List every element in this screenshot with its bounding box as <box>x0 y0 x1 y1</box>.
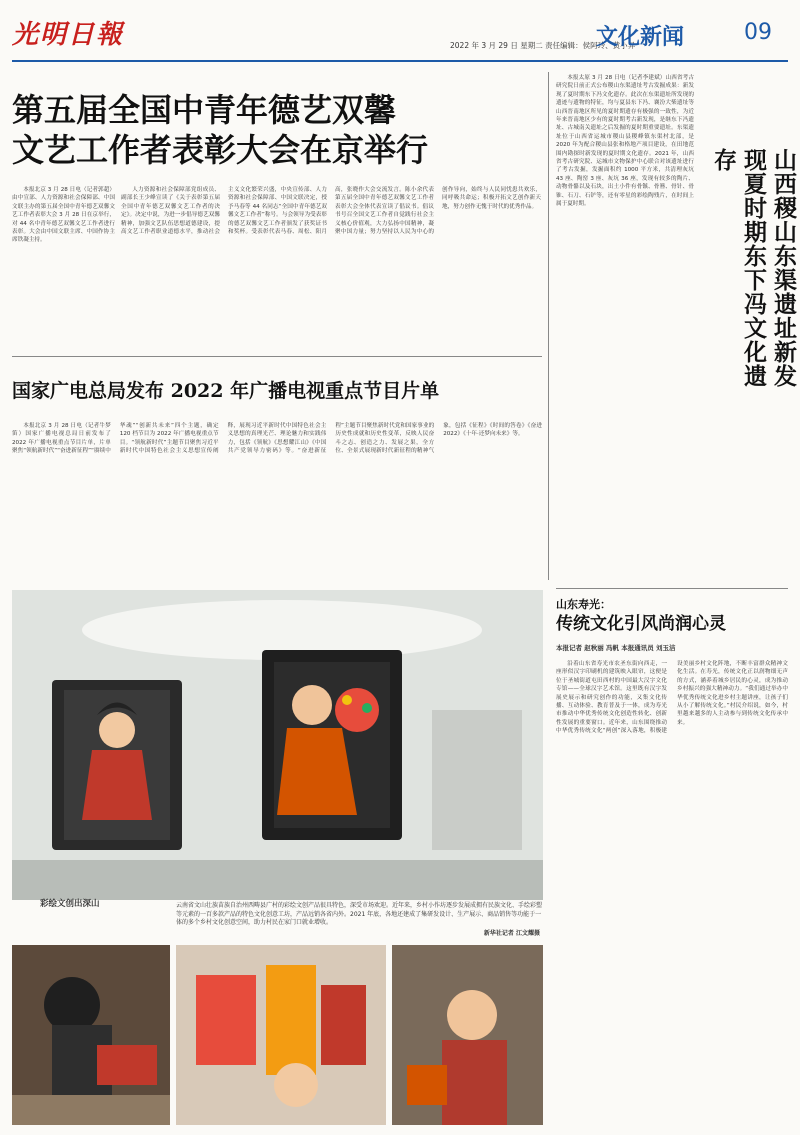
issue-meta: 2022 年 3 月 29 日 星期二 责任编辑：侯阿玲、黄小异 <box>450 41 636 50</box>
newspaper-logo: 光明日報 <box>12 20 125 50</box>
story1-lead: 本报北京 3 月 28 日电（记者郭超）由中宣部、人力资源和社会保障部、中国文联主办的第五届全国中青年德艺双馨文艺工作者表彰大会 3 月 28 日在京举行，对 44 名中青年德艺双馨文艺工作者进行表彰。大会由中国文联主席、中国作协主席铁凝主持。 <box>12 187 115 244</box>
bottom-photo-3 <box>392 945 543 1125</box>
photo-caption-text: 云南省文山壮族苗族自治州西畴县广村的彩绘文创产品很具特色，深受市场欢迎。近年来，乡村小作坊逐步发展成拥有民族文化、手绘彩塑等元素的一百多款产品的特色文化创意工坊，产品远销各省内外。2021 年底，各地还建成了集研发设计、生产展示、商品销售等功能于一体的多个乡村文化创意空间，助力村民在家门口就业增收。 <box>176 902 543 926</box>
photo-caption-title: 彩绘文创出深山 <box>40 899 100 909</box>
bottom-photo-2-illustration <box>176 945 386 1125</box>
story4-headline: 传统文化引风尚润心灵 <box>556 614 726 634</box>
story1-headline-line2: 文艺工作者表彰大会在京举行 <box>12 131 429 169</box>
bottom-photo-1 <box>12 945 170 1125</box>
bottom-photo-1-illustration <box>12 945 170 1125</box>
story4-kicker: 山东寿光： <box>556 598 611 611</box>
masthead-rule <box>12 60 788 62</box>
story3-body: 本报太原 3 月 28 日电（记者李建斌）山西省考古研究院日前正式公布稷山东渠遗址考古发掘成果：新发现了夏时期东下冯文化遗存。此次在东渠遗址所发现的遗迹与遗物的特征，均与夏县东下冯、襄汾大柴遗址等山西晋南地区所见的夏时期遗存有极强的一致性，为近年来晋南地区少有的夏时期考古新发现，是继东下冯遗址、古城南关遗址之后发掘的夏时期重要遗址。东渠遗址位于山西省运城市稷山县稷峰镇东渠村北部，是 2020 年为配合稷山县张和格地产项目建设，在田地范围内勘探时新发现的夏时期文化遗存。2021 年，山西省考古研究院、运城市文物保护中心联合对该遗址进行了考古发掘，发掘面积约 1000 平方米，共清理灰坑 43 座、陶窑 3 座、灰坑 36 座，发现有较多的陶片、动物骨骼以及石块，出土小件有骨镞、骨簪、骨针、骨锥、石刀、石铲等，还有零星的彩绘陶残片，在时间上属于夏时期。 <box>556 75 694 208</box>
section-title: 文化新闻 <box>596 25 685 50</box>
story1-headline-line1: 第五届全国中青年德艺双馨 <box>12 91 397 129</box>
story1-headline <box>12 90 532 170</box>
story4-rule <box>556 588 788 589</box>
story1-body: 人力资源和社会保障部党组成员、副部长王少峰宣读了《关于表彰第五届全国中青年德艺双馨文艺工作者的决定》。决定中说，为进一步倡导德艺双馨精神，加强文艺队伍思想道德建设，提高文艺工作者职业道德水平，推动社会主义文化繁荣兴盛，中央宣传部、人力资源和社会保障部、中国文联决定，授予马春等 44 名同志“全国中青年德艺双馨文艺工作者”称号。与会领导为受表彰的德艺双馨文艺工作者颁发了获奖证书和奖杯。受表彰代表马春、周松、阳月高，张晓作大会交流发言。陈小余代表第五届全国中青年德艺双馨文艺工作者表彰大会全体代表宣读了倡议书。倡议书号召全国文艺工作者自觉践行社会主义核心价值观，大力弘扬中国精神，凝聚中国力量；努力坚持以人民为中心的创作导向，始终与人民同忧患共欢乐，同呼吸共命运；积极开拓文艺创作新天地，努力创作无愧于时代的优秀作品。 <box>121 187 541 236</box>
column-divider <box>548 72 549 580</box>
story4-body: 沿着山东省寿光市农圣东街向西走，一座形似汉字印刷机的建筑映入眼帘，这便是位于圣城街道屯田西村的中国最大汉字文化专馆——全球汉字艺术馆。这里既有汉字发展史展示和研究创作的功能，又集文化传播、互动体验、教育普及于一体，成为寿光市推动中华优秀传统文化创造性转化、创新性发展的重要窗口。近年来，山东围绕推动中华优秀传统文化“两创”深入落地，积极建设美丽乡村文化阵地，不断丰富群众精神文化生活。在寿光，传统文化正以润物细无声的方式，涵养着城乡居民的心灵，成为推动乡村振兴的强大精神动力。“我们通过举办中华优秀传统文化进乡村主题讲座，让孩子们从小了解传统文化。”村民介绍说，如今，村里越来越多的人主动参与到传统文化传承中来。 <box>556 661 788 735</box>
bottom-photo-3-illustration <box>392 945 543 1125</box>
bottom-photo-2 <box>176 945 386 1125</box>
photo-credit: 新华社记者 江文耀摄 <box>483 930 540 937</box>
story2-headline: 国家广电总局发布 2022 年广播电视重点节目片单 <box>12 380 440 402</box>
story3-headline: 山西稷山东渠遗址新发现夏时期东下冯文化遗存 <box>710 148 797 388</box>
masthead <box>12 14 788 54</box>
page-number: 09 <box>744 20 772 45</box>
story-divider <box>12 356 542 357</box>
story2-body: 本报北京 3 月 28 日电（记者牛梦笛）国家广播电视总局日前发布了 2022 年广播电视重点节目片单，片单聚焦“领航新时代”“奋进新征程”“赓续中华魂”“创新共未来”四个主题，确定 120 档节目为 2022 年广播电视重点节目。“领航新时代”主题节目聚焦习近平新时代中国特色社会主义思想宣传阐释，展现习近平新时代中国特色社会主义思想的真理光芒、理论魅力和实践伟力，包括《领航》《思想耀江山》《中国共产党领导力密码》等。“奋进新征程”主题节目聚焦新时代党和国家事业的历史性成就和历史性变革，反映人民奋斗之志、创造之力、发展之果，全方位、全景式展现新时代新征程的精神气象，包括《征程》《时间的答卷》《奋进 2022》《十年·还梦向未来》等。 <box>12 423 542 455</box>
feature-photo-illustration <box>12 590 543 900</box>
story4-byline: 本报记者 赵秋丽 冯帆 本报通讯员 刘玉洁 <box>556 644 676 652</box>
feature-photo <box>12 590 543 900</box>
